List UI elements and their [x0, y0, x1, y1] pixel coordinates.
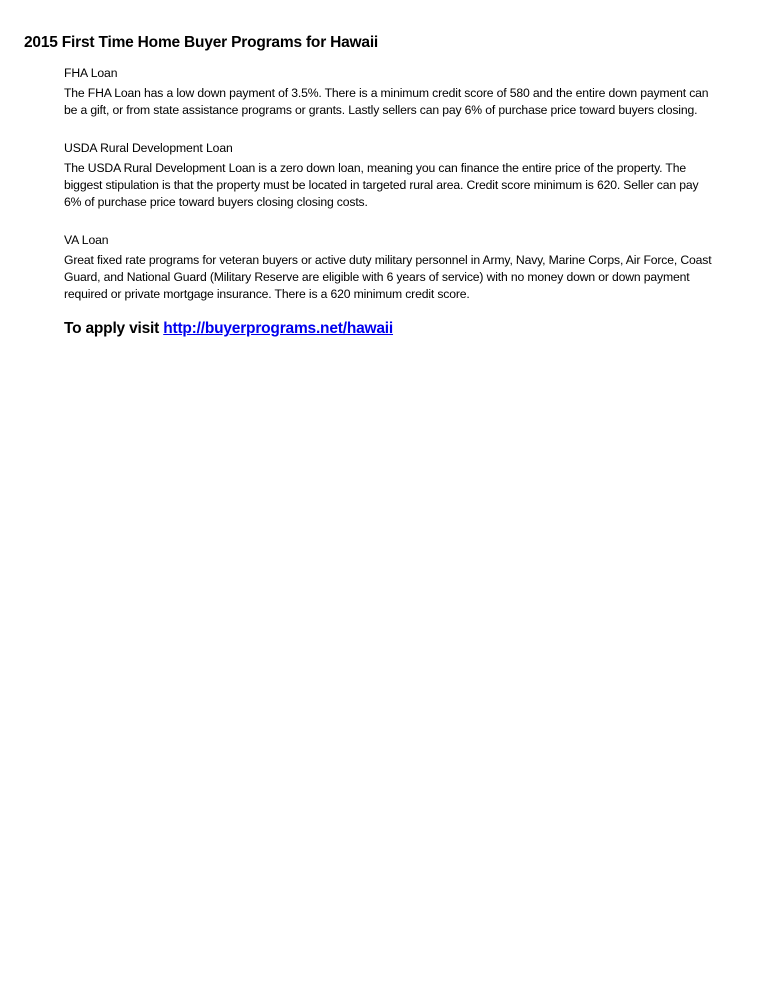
section-body: Great fixed rate programs for veteran buyers or active duty military personnel in Army, Navy, Marine Corps, Air Force, Coast Guard, and National Guard (Military Reserve are eligible with 6 years of service) with no money down or down payment required or private mortgage insurance. There is a 620 minimum credit score.	[64, 253, 712, 301]
section-usda-loan	[64, 140, 714, 211]
apply-prefix: To apply visit	[64, 320, 160, 337]
section-body: The USDA Rural Development Loan is a zero down loan, meaning you can finance the entire price of the property. The biggest stipulation is that the property must be located in targeted rural area. Credit score minimum is 620. Seller can pay 6% of purchase price toward buyers closing closing costs.	[64, 161, 699, 209]
section-heading: FHA Loan	[64, 66, 118, 80]
section-heading: VA Loan	[64, 233, 109, 247]
page-title: 2015 First Time Home Buyer Programs for Hawaii	[24, 34, 379, 51]
content-area	[64, 65, 714, 338]
section-heading: USDA Rural Development Loan	[64, 141, 233, 155]
apply-link[interactable]: http://buyerprograms.net/hawaii	[163, 320, 393, 337]
section-body: The FHA Loan has a low down payment of 3.5%. There is a minimum credit score of 580 and the entire down payment can be a gift, or from state assistance programs or grants. Lastly sellers can pay 6% of purchase price toward buyers closing.	[64, 86, 709, 117]
apply-line	[64, 320, 714, 338]
section-va-loan	[64, 232, 714, 303]
section-fha-loan	[64, 65, 714, 119]
